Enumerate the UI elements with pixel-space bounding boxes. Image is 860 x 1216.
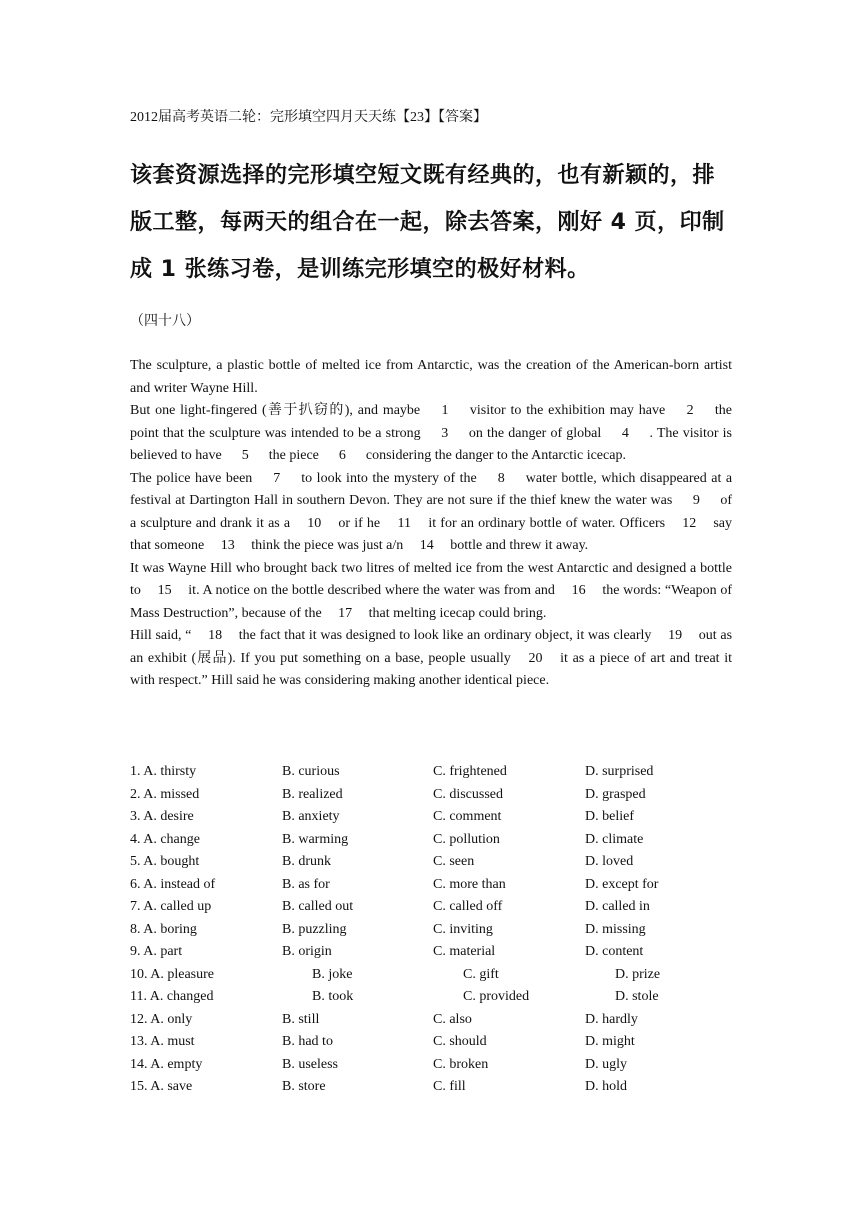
option-a: 14. A. empty [130, 1056, 203, 1072]
passage-text: considering the danger to the Antarctic icecap. [365, 448, 626, 463]
option-row [130, 784, 732, 807]
option-c: C. should [433, 1034, 487, 1049]
blank-number: 18 [208, 628, 223, 643]
option-d: D. loved [585, 854, 634, 869]
option-b: B. still [282, 1011, 320, 1027]
blank-number: 20 [528, 650, 543, 666]
option-row [130, 896, 732, 919]
passage-text: or if he [338, 515, 381, 531]
passage-text: water bottle, which disappeared at a festival at Dartington Hall in southern Devon. They are not sure if the thief knew the water was [130, 470, 733, 508]
passage-text: it for an ordinary bottle of water. Officers [428, 515, 666, 531]
option-row [130, 851, 732, 874]
option-row [130, 1054, 732, 1077]
option-c: C. gift [463, 966, 499, 982]
passage-text: the piece [268, 448, 319, 463]
option-c: C. provided [463, 989, 530, 1004]
blank-number: 13 [220, 538, 235, 553]
option-b: B. had to [282, 1034, 333, 1049]
option-b: B. origin [282, 944, 332, 959]
passage-text: say that someone [130, 515, 733, 553]
passage-text: the fact that it was designed to look like an ordinary object, it was clearly [238, 628, 652, 643]
option-row [130, 829, 732, 852]
option-c: C. broken [433, 1056, 489, 1072]
option-d: D. belief [585, 809, 634, 824]
option-d: D. might [585, 1034, 635, 1049]
option-a: 4. A. change [130, 831, 200, 847]
option-row [130, 806, 732, 829]
option-d: D. content [585, 944, 644, 959]
blank-number: 9 [692, 493, 700, 508]
option-row [130, 919, 732, 942]
option-a: 15. A. save [130, 1079, 193, 1094]
answer-options [130, 761, 732, 1099]
passage-text: the words: “Weapon of Mass Destruction”, because of the [130, 583, 733, 621]
option-row [130, 1031, 732, 1054]
option-b: B. called out [282, 899, 354, 914]
blank-number: 1 [441, 403, 449, 418]
blank-number: 11 [397, 515, 411, 531]
passage-text: think the piece was just a/n [251, 538, 404, 553]
passage-paragraph-3 [130, 468, 732, 558]
option-c: C. fill [433, 1079, 466, 1094]
passage-text: it as a piece of art and treat it with respect.” Hill said he was considering making another identical piece. [130, 650, 733, 688]
blank-number: 16 [571, 583, 586, 598]
option-d: D. ugly [585, 1056, 627, 1072]
option-c: C. frightened [433, 764, 507, 779]
blank-number: 3 [441, 425, 449, 441]
option-a: 12. A. only [130, 1011, 193, 1027]
option-row [130, 1076, 732, 1099]
option-a: 8. A. boring [130, 921, 197, 937]
passage-text: of a sculpture and drank it as a [130, 493, 733, 531]
option-b: B. useless [282, 1056, 338, 1072]
option-b: B. puzzling [282, 921, 347, 937]
document-header: 2012届高考英语二轮：完形填空四月天天练【23】【答案】 [130, 110, 487, 125]
blank-number: 2 [686, 403, 694, 418]
option-c: C. called off [433, 899, 503, 914]
blank-number: 8 [497, 470, 505, 486]
passage-text: the point that the sculpture was intended to be a strong [130, 403, 733, 441]
passage-paragraph-5 [130, 625, 732, 693]
option-b: B. anxiety [282, 809, 340, 824]
option-a: 1. A. thirsty [130, 764, 197, 779]
passage-text: out as an exhibit (展品). If you put something on a base, people usually [130, 628, 733, 666]
option-a: 10. A. pleasure [130, 966, 214, 982]
option-b: B. drunk [282, 854, 331, 869]
intro-paragraph: 该套资源选择的完形填空短文既有经典的，也有新颖的，排版工整，每两天的组合在一起，除去答案，刚好 4 页，印制成 1 张练习卷，是训练完形填空的极好材料。 [130, 163, 725, 282]
blank-number: 5 [241, 448, 249, 463]
passage-text: . The visitor is believed to have [130, 425, 732, 463]
option-d: D. surprised [585, 764, 654, 779]
option-a: 9. A. part [130, 944, 183, 959]
option-row [130, 874, 732, 897]
option-b: B. store [282, 1079, 326, 1094]
option-b: B. as for [282, 876, 330, 892]
option-a: 13. A. must [130, 1034, 195, 1049]
blank-number: 12 [682, 515, 697, 531]
option-b: B. realized [282, 786, 343, 802]
option-a: 7. A. called up [130, 899, 212, 914]
blank-number: 4 [621, 425, 629, 441]
option-d: D. stole [615, 989, 659, 1004]
option-c: C. discussed [433, 786, 503, 802]
option-row [130, 964, 732, 987]
option-d: D. prize [615, 966, 661, 982]
blank-number: 19 [668, 628, 683, 643]
option-c: C. pollution [433, 831, 500, 847]
option-a: 6. A. instead of [130, 876, 216, 892]
option-b: B. warming [282, 831, 349, 847]
option-b: B. curious [282, 764, 340, 779]
option-c: C. more than [433, 876, 506, 892]
blank-number: 10 [307, 515, 322, 531]
option-c: C. seen [433, 854, 475, 869]
option-d: D. missing [585, 921, 646, 937]
option-b: B. took [312, 989, 354, 1004]
option-d: D. except for [585, 876, 659, 892]
option-b: B. joke [312, 966, 353, 982]
option-a: 11. A. changed [130, 989, 214, 1004]
passage-text: But one light-fingered (善于扒窃的), and maybe [130, 403, 421, 418]
passage-text: Hill said, “ [130, 628, 192, 643]
passage-text: bottle and threw it away. [450, 538, 589, 553]
passage-paragraph-4 [130, 558, 732, 626]
passage-paragraph-2 [130, 400, 732, 468]
option-c: C. inviting [433, 921, 493, 937]
option-a: 2. A. missed [130, 786, 200, 802]
option-row [130, 941, 732, 964]
passage-text: on the danger of global [468, 425, 602, 441]
option-d: D. called in [585, 899, 650, 914]
cloze-passage [130, 355, 732, 693]
option-d: D. hold [585, 1079, 627, 1094]
section-title: （四十八） [130, 314, 200, 329]
blank-number: 7 [273, 470, 281, 486]
blank-number: 17 [338, 605, 353, 621]
blank-number: 6 [338, 448, 346, 463]
option-d: D. grasped [585, 786, 646, 802]
option-a: 5. A. bought [130, 854, 200, 869]
option-row [130, 761, 732, 784]
passage-text: visitor to the exhibition may have [469, 403, 666, 418]
option-row [130, 986, 732, 1009]
passage-text: that melting icecap could bring. [368, 605, 547, 621]
option-d: D. climate [585, 831, 644, 847]
option-a: 3. A. desire [130, 809, 194, 824]
blank-number: 15 [157, 583, 172, 598]
passage-text: to look into the mystery of the [301, 470, 477, 486]
passage-text: it. A notice on the bottle described where the water was from and [188, 583, 555, 598]
option-row [130, 1009, 732, 1032]
option-d: D. hardly [585, 1011, 638, 1027]
option-c: C. comment [433, 809, 502, 824]
passage-paragraph-1: The sculpture, a plastic bottle of melted ice from Antarctic, was the creation of the American-born artist and writer Wayne Hill. [130, 358, 732, 396]
passage-text: It was Wayne Hill who brought back two litres of melted ice from the west Antarctic and designed a bottle to [130, 560, 732, 598]
passage-text: The police have been [130, 470, 253, 486]
blank-number: 14 [419, 538, 434, 553]
option-c: C. also [433, 1011, 472, 1027]
option-c: C. material [433, 944, 496, 959]
